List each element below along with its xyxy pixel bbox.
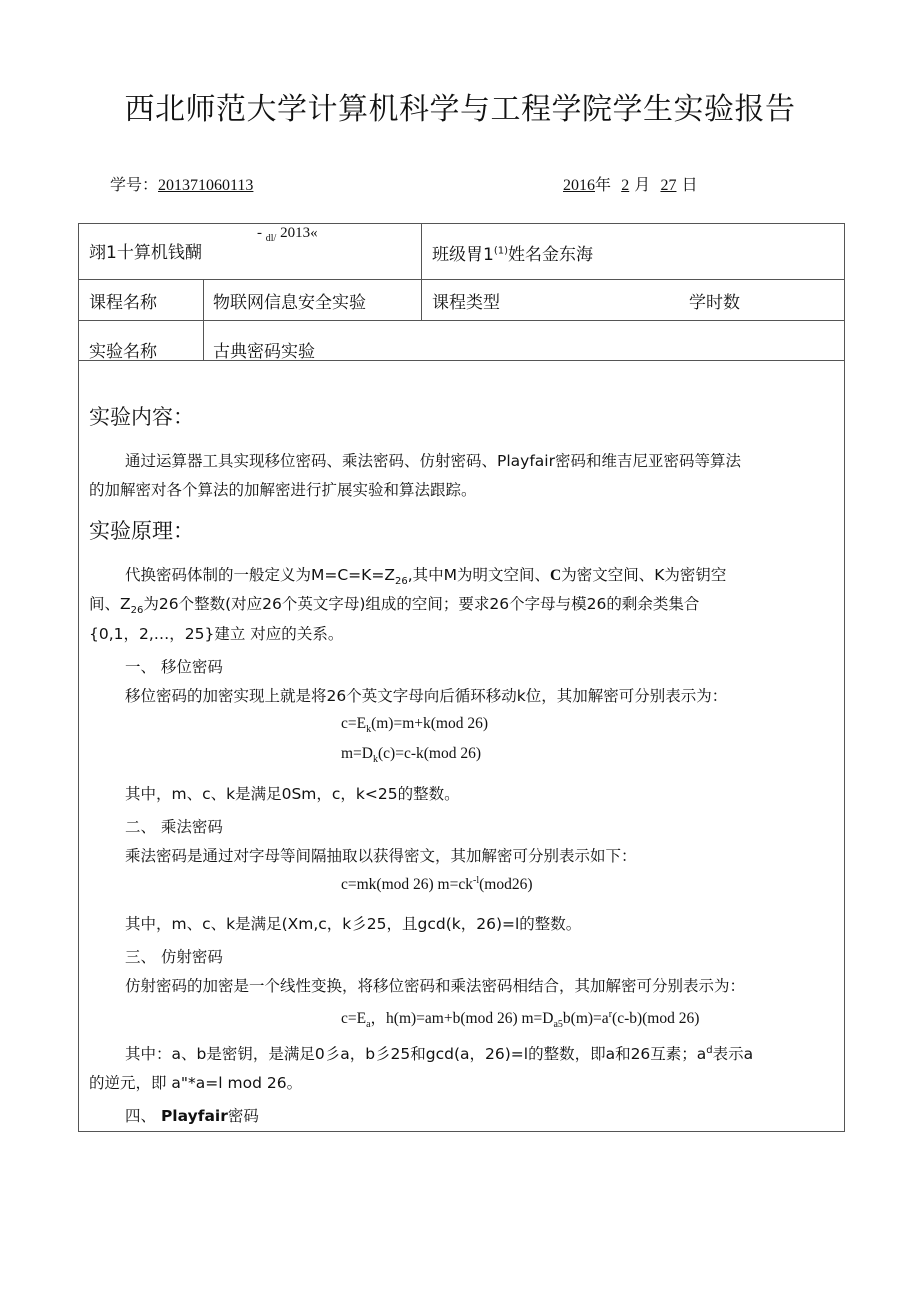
- student-id-line: [110, 172, 253, 195]
- formula-text: (c-b)(mod 26): [612, 1010, 700, 1027]
- subscript: k: [366, 724, 372, 736]
- subscript: 26: [130, 605, 144, 617]
- superscript: d: [706, 1044, 713, 1056]
- definition-text: ,其中M为明文空间、: [407, 566, 550, 584]
- multiplicative-cipher-description: 乘法密码是通过对字母等间隔抽取以获得密文，其加解密可分别表示如下：: [125, 847, 637, 865]
- heading-text: 密码: [227, 1107, 259, 1125]
- year-label: 年: [595, 175, 612, 194]
- definition-text: 为密文空间、K为密钥空: [561, 566, 727, 584]
- table-col-divider: [203, 279, 204, 360]
- definition-line: [125, 563, 726, 587]
- shift-decrypt-formula: [341, 745, 481, 765]
- formula-text: (c)=c-k(mod 26): [378, 745, 481, 762]
- college-text: 翊1十算机钱醐: [89, 243, 202, 263]
- heading-shift-cipher: 一、 移位密码: [125, 658, 223, 676]
- formula-text: c=E: [341, 1010, 367, 1027]
- formula-text: c=mk(mod 26) m=ck: [341, 876, 473, 894]
- college-cell: [89, 238, 202, 263]
- heading-affine-cipher: 三、 仿射密码: [125, 948, 223, 966]
- subscript: a5: [553, 1019, 563, 1031]
- page-title: 西北师范大学计算机科学与工程学院学生实验报告: [124, 92, 796, 127]
- table-divider: [79, 320, 844, 321]
- grade-sub: dl/: [265, 233, 277, 244]
- heading-bold-text: Playfair: [160, 1107, 228, 1125]
- hours-label: 学时数: [689, 293, 740, 313]
- note-text: 其中：a、b是密钥，是满足0彡a，b彡25和gcd(a，26)=l的整数，即a和26互素；a: [125, 1045, 707, 1063]
- definition-text: 为26个整数(对应26个英文字母)组成的空间；要求26个字母与模26的剩余类集合: [143, 595, 700, 613]
- formula-text: (mod26): [479, 876, 533, 894]
- shift-encrypt-formula: [341, 715, 488, 735]
- definition-text: 代换密码体制的一般定义为M=C=K=Z: [125, 566, 395, 584]
- date-line: [563, 172, 698, 195]
- section-title-principle: 实验原理：: [89, 519, 194, 543]
- day-label: 日: [681, 175, 698, 194]
- experiment-name-label: 实验名称: [89, 342, 157, 362]
- formula-text: b(m)=a: [562, 1010, 609, 1027]
- definition-line: {0,1，2,…，25}建立 对应的关系。: [89, 625, 344, 643]
- multiplicative-formula: [341, 875, 533, 894]
- course-name-label: 课程名称: [89, 293, 157, 313]
- class-name-cell: [432, 240, 593, 265]
- class-label: 班级胃1: [432, 245, 494, 265]
- formula-text: m=D: [341, 745, 373, 762]
- definition-text: 间、Z: [89, 595, 131, 613]
- grade-cell: [257, 225, 318, 244]
- content-paragraph-line: 的加解密对各个算法的加解密进行扩展实验和算法跟踪。: [89, 481, 477, 499]
- shift-cipher-note: 其中，m、c、k是满足0Sm，c，k<25的整数。: [125, 785, 460, 803]
- definition-line: [89, 592, 699, 616]
- course-type-label: 课程类型: [432, 293, 500, 313]
- affine-cipher-description: 仿射密码的加密是一个线性变换，将移位密码和乘法密码相结合，其加解密可分别表示为：: [125, 977, 746, 995]
- affine-cipher-note: [125, 1042, 753, 1064]
- subscript: 26: [394, 576, 408, 588]
- table-col-divider: [421, 224, 422, 320]
- superscript: r: [608, 1008, 613, 1020]
- formula-text: (m)=m+k(mod 26): [371, 715, 489, 732]
- affine-formula: [341, 1006, 699, 1030]
- subscript: a: [366, 1019, 371, 1031]
- section-title-content: 实验内容：: [89, 405, 194, 429]
- heading-playfair-cipher: [125, 1104, 259, 1126]
- student-id-value: 201371060113: [158, 177, 254, 194]
- heading-multiplicative-cipher: 二、 乘法密码: [125, 818, 223, 836]
- affine-cipher-note-continued: 的逆元，即 a"*a=l mod 26。: [89, 1074, 303, 1092]
- student-id-label: 学号：: [110, 175, 159, 194]
- multiplicative-cipher-note: 其中，m、c、k是满足(Xm,c，k彡25，且gcd(k，26)=l的整数。: [125, 915, 582, 933]
- course-name-value: 物联网信息安全实验: [213, 293, 366, 313]
- definition-bold-c: C: [550, 567, 562, 584]
- heading-number: 四、: [125, 1107, 161, 1125]
- table-divider: [79, 360, 844, 361]
- experiment-name-value: 古典密码实验: [213, 342, 315, 362]
- superscript: -l: [473, 875, 480, 886]
- date-day: 27: [660, 177, 677, 194]
- table-divider: [79, 279, 844, 280]
- formula-text: c=E: [341, 715, 367, 732]
- grade-year: 2013«: [276, 225, 318, 241]
- formula-text: ，h(m)=am+b(mod 26) m=D: [370, 1010, 554, 1027]
- class-sup: (1): [493, 245, 508, 257]
- shift-cipher-description: 移位密码的加密实现上就是将26个英文字母向后循环移动k位，其加解密可分别表示为：: [125, 687, 728, 705]
- note-text: 表示a: [712, 1045, 754, 1063]
- grade-prefix: -: [257, 225, 266, 241]
- student-name: 姓名金东海: [508, 245, 593, 265]
- date-year: 2016: [563, 177, 595, 194]
- report-table: [78, 223, 845, 1132]
- date-month: 2: [621, 177, 630, 194]
- subscript: k: [373, 754, 378, 766]
- month-label: 月: [634, 175, 651, 194]
- content-paragraph-line: 通过运算器工具实现移位密码、乘法密码、仿射密码、Playfair密码和维吉尼亚密码等算法: [125, 452, 741, 470]
